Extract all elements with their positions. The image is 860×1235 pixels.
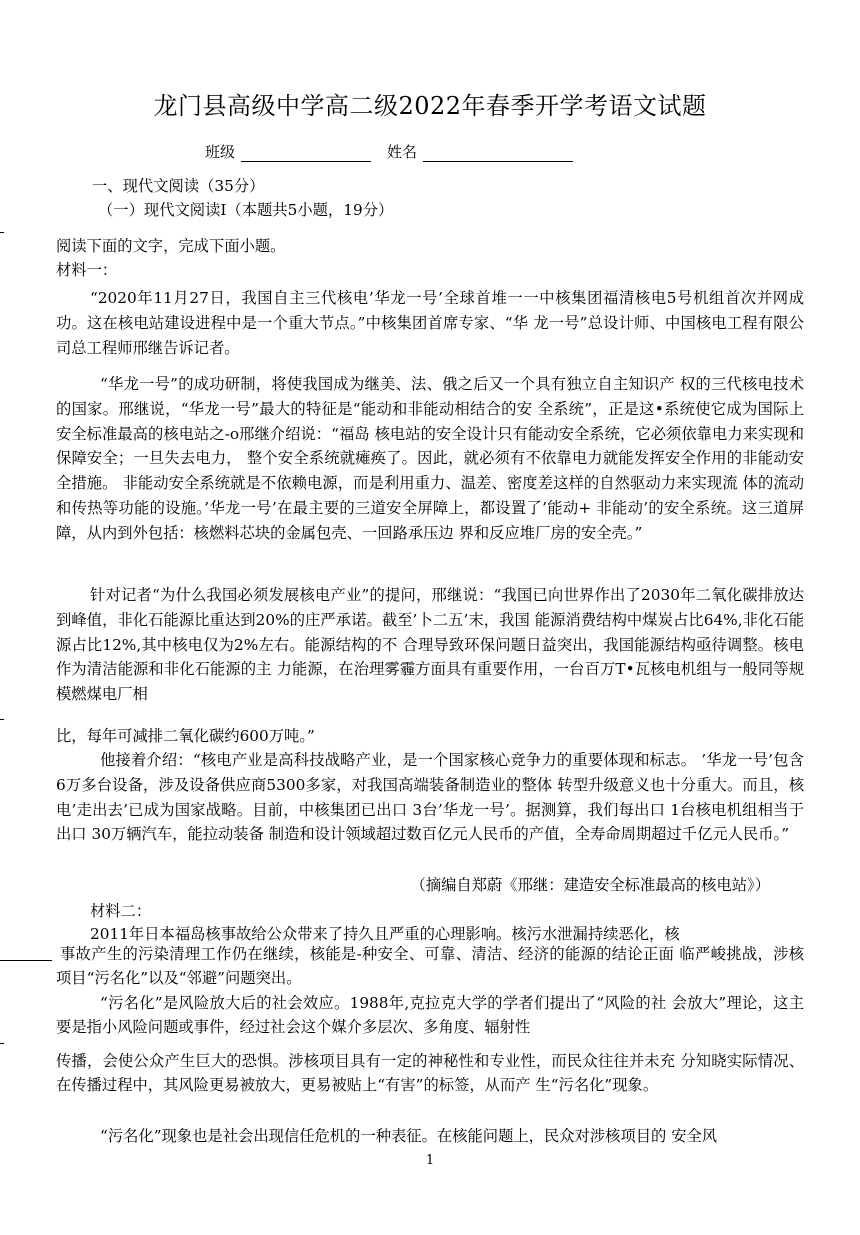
material-one-label: 材料一：	[56, 261, 118, 279]
class-label: 班级	[205, 143, 236, 161]
margin-mark	[0, 719, 4, 720]
student-info-line	[205, 141, 573, 162]
paragraph: 他接着介绍：“核电产业是高科技战略产业，是一个国家核心竞争力的重要体现和标志。 ’华龙一号’包含6万多台设备，涉及设备供应商5300多家，对我国高端装备制造业的整体 转型升级意义也十分重大。而且，核电’走出去’已成为国家战略。目前，中核集团已出口 3台’华龙一号’。据测算，我们每出口 1台核电机组相当于出口 30万辆汽车，能拉动装备 制造和设计领域超过数百亿元人民币的产值，全寿命周期超过千亿元人民币。”	[56, 751, 804, 844]
paragraph: “污名化”现象也是社会出现信任危机的一种表征。在核能问题上，民众对涉核项目的 安全风	[100, 1127, 718, 1145]
source-citation: （摘编自郑蔚《邢继：建造安全标准最高的核电站》）	[410, 876, 770, 894]
section-heading: 一、现代文阅读（35分）	[92, 177, 265, 195]
paragraph: 传播，会使公众产生巨大的恐惧。涉核项目具有一定的神秘性和专业性，而民众往往并未充 分知晓实际情况、在传播过程中，其风险更易被放大，更易被贴上“有害”的标签，从而产 生“污名化”现象。	[56, 1052, 804, 1094]
paragraph: “污名化”是风险放大后的社会效应。1988年,克拉克大学的学者们提出了“风险的社 会放大”理论，这主要是指小风险问题或事件，经过社会这个媒介多层次、多角度、辐射性	[56, 994, 804, 1036]
paragraph: “华龙一号”的成功研制，将使我国成为继美、法、俄之后又一个具有独立自主知识产 权的三代核电技术的国家。邢继说，“华龙一号”最大的特征是“能动和非能动相结合的安 全系统”，正是这•系统使它成为国际上安全标准最高的核电站之-o邢继介绍说：“福岛 核电站的安全设计只有能动安全系统，它必须依靠电力来实现和保障安全；一旦失去电力， 整个安全系统就瘫痪了。因此，就必须有不依靠电力就能发挥安全作用的非能动安全措施。 非能动安全系统就是不依赖电源，而是利用重力、温差、密度差这样的自然驱动力来实现流 体的流动和传热等功能的设施。’华龙一号’在最主要的三道安全屏障上，都设置了’能动+ 非能动’的安全系统。这三道屏障，从内到外包括：核燃料芯块的金属包壳、一回路承压边 界和反应堆厂房的安全壳。”	[56, 375, 804, 542]
paragraph-continuation: 比，每年可减排二氧化碳约600万吨。”	[56, 727, 315, 745]
margin-mark	[0, 232, 4, 233]
margin-mark	[0, 1043, 4, 1044]
paragraph: 针对记者“为什么我国必须发展核电产业”的提问，邢继说：“我国已向世界作出了2030年二氧化碳排放达到峰值，非化石能源比重达到20%的庄严承诺。截至’卜二五’末，我国 能源消费结构中煤炭占比64%,非化石能源占比12%,其中核电仅为2%左右。能源结构的不 合理导致环保问题日益突出，我国能源结构亟待调整。核电作为清洁能源和非化石能源的主 力能源，在治理雾霾方面具有重要作用，一台百万T•瓦核电机组与一般同等规模燃煤电厂相	[56, 586, 804, 704]
page-number: 1	[425, 1153, 435, 1168]
instruction-text: 阅读下面的文字，完成下面小题。	[56, 237, 286, 255]
paragraph: 事故产生的污染清理工作仍在继续，核能是-种安全、可靠、清洁、经济的能源的结论正面 临严峻挑战，涉核项目“污名化”以及“邻避”问题突出。	[56, 945, 804, 987]
name-label: 姓名	[387, 143, 418, 161]
material-two-label: 材料二：	[90, 902, 152, 920]
margin-rule	[0, 960, 52, 961]
paragraph: 2011年日本福岛核事故给公众带来了持久且严重的心理影响。核污水泄漏持续恶化，核	[90, 925, 680, 943]
paragraph: “2020年11月27日，我国自主三代核电’华龙一号’全球首堆一一中核集团福清核电5号机组首次并网成功。这在核电站建设进程中是一个重大节点。”中核集团首席专家、“华 龙一号”总设计师、中国核电工程有限公司总工程师邢继告诉记者。	[56, 289, 804, 357]
name-blank-field[interactable]	[423, 146, 573, 162]
page-title: 龙门县高级中学高二级2022年春季开学考语文试题	[153, 92, 707, 120]
class-blank-field[interactable]	[241, 146, 371, 162]
subsection-heading: （一）现代文阅读I（本题共5小题，19分）	[98, 201, 394, 219]
